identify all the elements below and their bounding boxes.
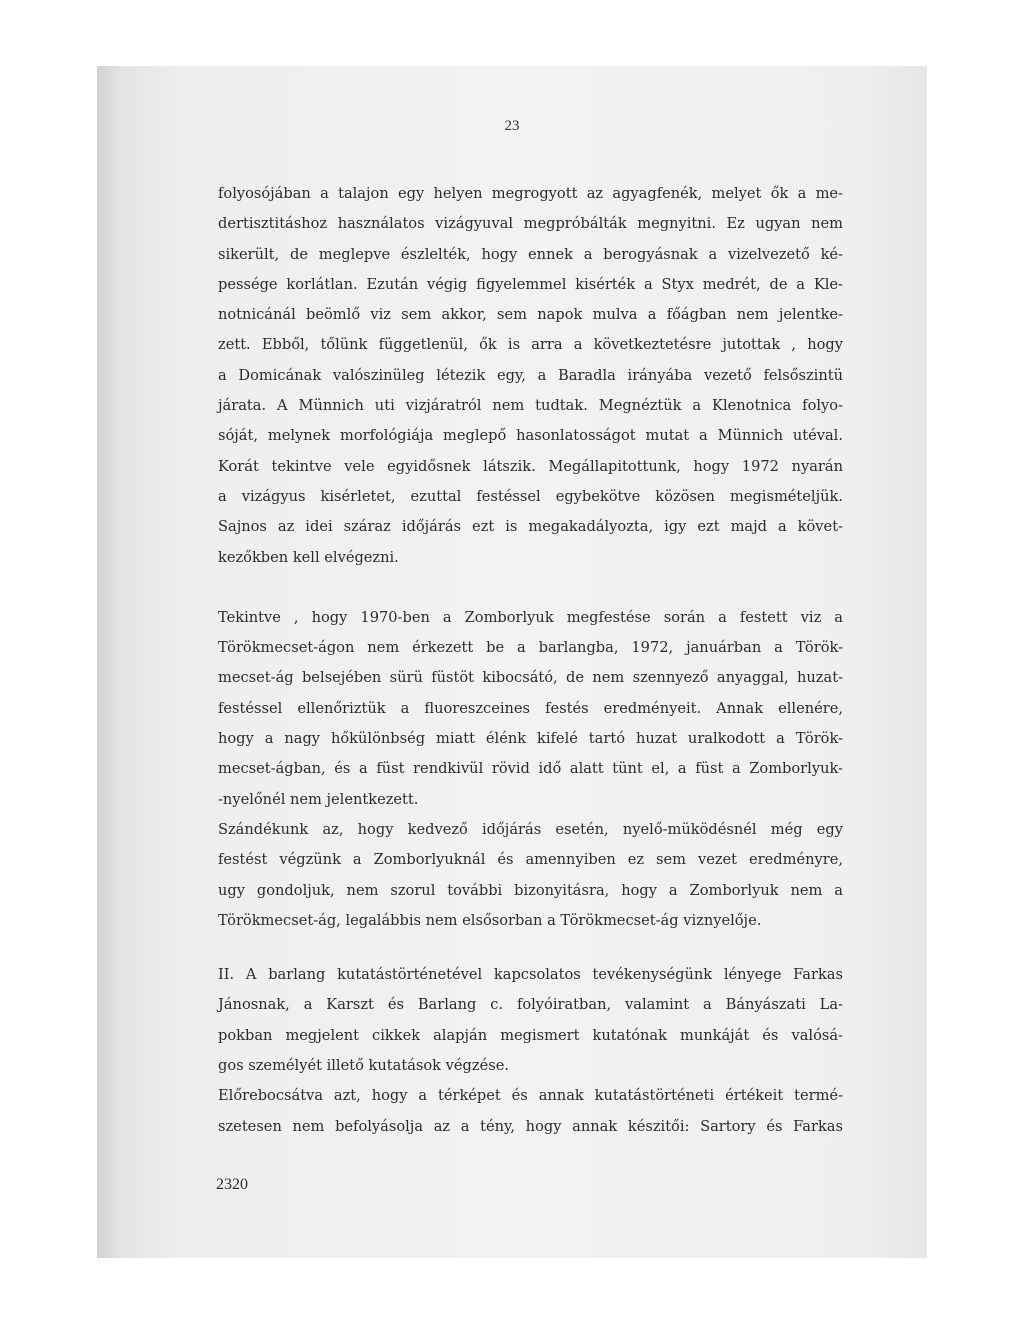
scanned-page [97, 66, 927, 1258]
text-line: a Domicának valószinüleg létezik egy, a Baradla irányába vezető felsőszintü [218, 366, 843, 384]
text-line: sikerült, de meglepve észlelték, hogy ennek a berogyásnak a vizelvezető ké- [218, 245, 843, 263]
text-line: festéssel ellenőriztük a fluoreszceines festés eredményeit. Annak ellenére, [218, 699, 843, 717]
paragraph [218, 603, 843, 815]
text-line: -nyelőnél nem jelentkezett. [218, 790, 419, 808]
body-text [218, 179, 843, 1142]
text-line: festést végzünk a Zomborlyuknál és amennyiben ez sem vezet eredményre, [218, 851, 843, 869]
text-line: hogy a nagy hőkülönbség miatt élénk kifelé tartó huzat uralkodott a Török- [218, 730, 843, 748]
text-line: Szándékunk az, hogy kedvező időjárás esetén, nyelő-müködésnél még egy [218, 820, 843, 838]
text-line: II. A barlang kutatástörténetével kapcsolatos tevékenységünk lényege Farkas [218, 966, 843, 984]
footer-number: 2320 [216, 1176, 248, 1193]
page-number: 23 [504, 118, 520, 134]
paragraph [218, 179, 843, 573]
text-line: Törökmecset-ágon nem érkezett be a barlangba, 1972, januárban a Török- [218, 639, 843, 657]
paragraph-gap [218, 573, 843, 603]
text-line: járata. A Münnich uti vizjáratról nem tudtak. Megnéztük a Klenotnica folyo- [218, 397, 843, 415]
text-line: gos személyét illető kutatások végzése. [218, 1057, 509, 1075]
text-line: a vizágyus kisérletet, ezuttal festéssel egybekötve közösen megismételjük. [218, 487, 843, 505]
text-line: Sajnos az idei száraz időjárás ezt is megakadályozta, igy ezt majd a követ- [218, 518, 843, 536]
text-line: Korát tekintve vele egyidősnek látszik. Megállapitottunk, hogy 1972 nyarán [218, 457, 843, 475]
text-line: folyosójában a talajon egy helyen megrogyott az agyagfenék, melyet ők a me- [218, 185, 843, 202]
text-line: pessége korlátlan. Ezután végig figyelemmel kisérték a Styx medrét, de a Kle- [218, 275, 843, 293]
paragraph-gap [218, 936, 843, 960]
text-line: Tekintve , hogy 1970-ben a Zomborlyuk megfestése során a festett viz a [218, 608, 843, 626]
text-line: sóját, melynek morfológiája meglepő hasonlatosságot mutat a Münnich utéval. [218, 427, 843, 445]
paragraph [218, 1081, 843, 1142]
text-line: ugy gondoljuk, nem szorul további bizonyitásra, hogy a Zomborlyuk nem a [218, 881, 843, 899]
text-line: notnicánál beömlő viz sem akkor, sem napok mulva a főágban nem jelentke- [218, 306, 843, 324]
text-line: Előrebocsátva azt, hogy a térképet és annak kutatástörténeti értékeit termé- [218, 1087, 843, 1105]
text-line: kezőkben kell elvégezni. [218, 548, 399, 566]
text-line: mecset-ágban, és a füst rendkivül rövid idő alatt tünt el, a füst a Zomborlyuk- [218, 760, 843, 778]
paragraph [218, 960, 843, 1081]
text-line: zett. Ebből, tőlünk függetlenül, ők is arra a következtetésre jutottak , hogy [218, 336, 843, 354]
paragraph [218, 815, 843, 936]
text-line: szetesen nem befolyásolja az a tény, hogy annak készitői: Sartory és Farkas [218, 1117, 843, 1135]
text-line: Törökmecset-ág, legalábbis nem elsősorban a Törökmecset-ág viznyelője. [218, 911, 762, 929]
text-line: mecset-ág belsejében sürü füstöt kibocsátó, de nem szennyező anyaggal, huzat- [218, 669, 843, 687]
text-line: dertisztitáshoz használatos vizágyuval megpróbálták megnyitni. Ez ugyan nem [218, 215, 843, 233]
text-line: Jánosnak, a Karszt és Barlang c. folyóiratban, valamint a Bányászati La- [218, 996, 843, 1014]
text-line: pokban megjelent cikkek alapján megismert kutatónak munkáját és valósá- [218, 1026, 843, 1044]
